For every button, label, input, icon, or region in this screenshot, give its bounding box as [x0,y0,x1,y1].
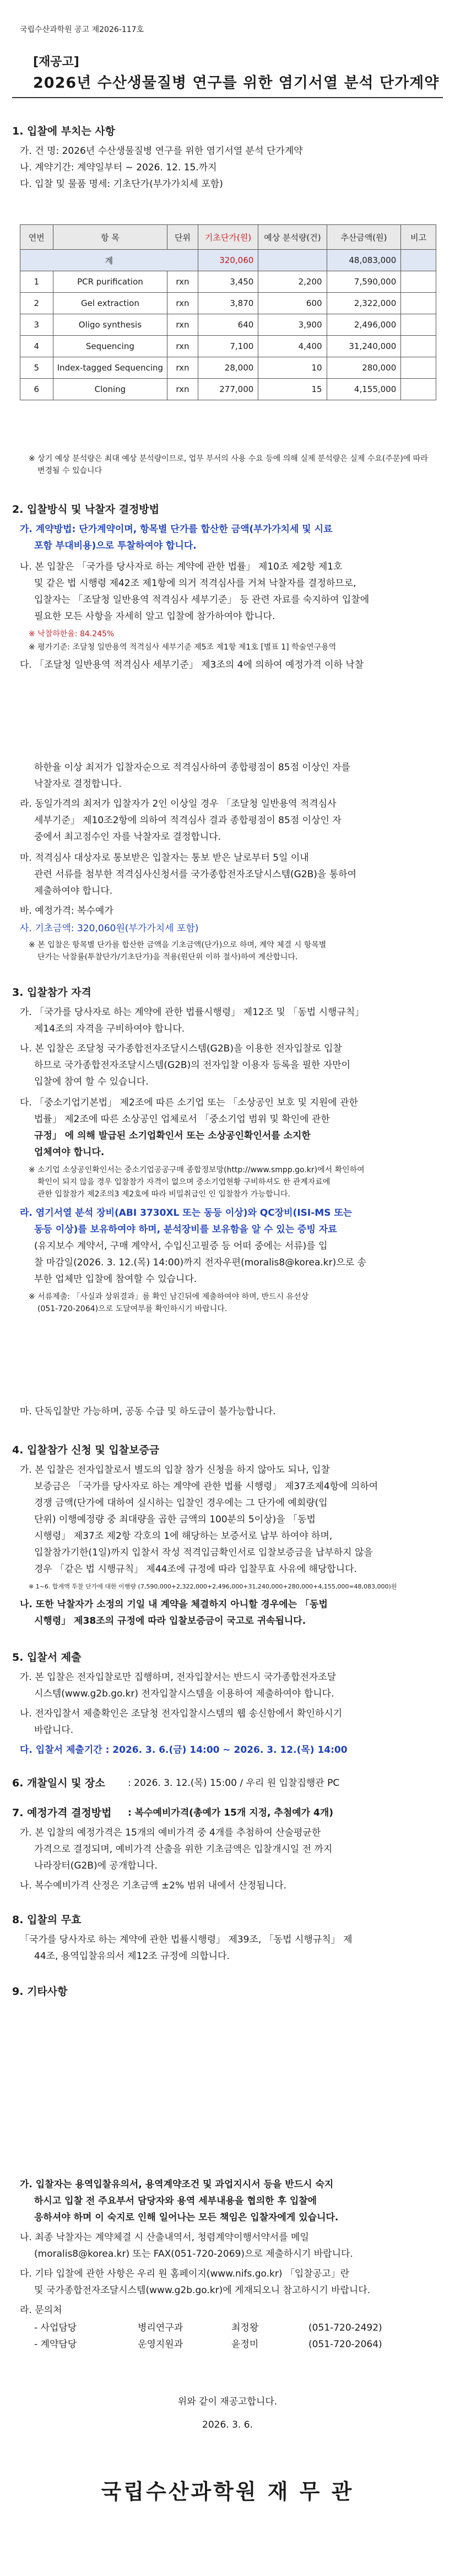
row-quantity: 15 [258,379,327,400]
section-1-line: 나. 계약기간: 계약일부터 ~ 2026. 12. 15.까지 [20,162,217,173]
section-7-text: 나라장터(G2B)에 공개합니다. [34,1860,158,1871]
section-9-text: (moralis8@korea.kr) 또는 FAX(051-720-2069)으로 제출하시기 바랍니다. [34,2248,353,2260]
section-3-note: ※ 서류제출: 「사실과 상위결과」를 확인 남긴뒤에 제출하여야 하며, 반드시 유선상 [29,1292,309,1301]
section-4-text: 가. 본 입찰은 전자입찰로서 별도의 입찰 참가 신청을 하지 않아도 되나, 입찰 [20,1464,330,1475]
row-unit-price: 3,450 [198,271,258,293]
column-header: 항 목 [53,225,167,250]
section-3-text: 동등 이상)를 보유하여야 하며, 분석장비를 보유함을 알 수 있는 증빙 자료 [34,1224,337,1235]
row-note [401,271,436,293]
row-quantity: 4,400 [258,336,327,357]
column-header: 예상 분석량(건) [258,225,327,250]
section-9-text: 및 국가종합전자조달시스템(www.g2b.go.kr)에 게재되오니 참고하시기 바랍니다. [34,2285,371,2296]
column-header: 연번 [20,225,53,250]
section-2-text: 낙찰자로 결정합니다. [34,779,122,790]
opening-date-text: : 2026. 3. 12.(목) 15:00 / 우리 원 입찰집행관 PC [128,1778,340,1789]
row-amount: 4,155,000 [327,379,401,400]
row-unit-price: 7,100 [198,336,258,357]
section-3-text: 규정」 에 의해 발급된 소기업확인서 또는 소상공인확인서를 소지한 [34,1130,311,1141]
row-amount: 280,000 [327,357,401,379]
row-quantity: 10 [258,357,327,379]
row-unit: rxn [167,336,198,357]
contact-dept: 병리연구과 [138,2322,183,2333]
section-4-text: 시행령」 제37조 제2항 각호의 1에 해당하는 보증서로 납부 하여야 하며, [34,1531,333,1542]
section-4-text: 보증금은 「국가를 당사자로 하는 계약에 관한 법률 시행령」 제37조제4항에 의하여 [34,1481,378,1492]
row-amount: 2,322,000 [327,293,401,314]
section-1-heading: 1. 입찰에 부치는 사항 [12,125,116,137]
table-row [20,357,436,379]
section-3-text: 입찰에 참여 할 수 있습니다. [34,1076,149,1087]
table-row [20,336,436,357]
contact-type: - 계약담당 [34,2339,77,2350]
section-2-note: ※ 본 입찰은 항목별 단가를 합산한 금액을 기초금액(단가)으로 하며, 계약 체결 시 항목별 [29,941,327,949]
section-4-note: ※ 1~6. 합계액 투찰 단가에 대한 이행량 (7,590,000+2,322,000+2,496,000+31,240,000+280,000+4,155,000=48,083,000)원 [29,1583,397,1590]
column-header: 비고 [401,225,436,250]
section-9-text: 하시고 입찰 전 주요부서 담당자와 용역 세부내용을 협의한 후 입찰에 [34,2196,317,2207]
row-unit-price: 3,870 [198,293,258,314]
section-3-note: 확인이 되지 않을 경우 입찰참가 자격이 없으며 중소기업현황 구비하셔도 한 관계자료에 [37,1178,331,1187]
section-4-text: 경쟁 금액(단가에 대하여 실시하는 입찰인 경우에는 그 단가에 예회량(입 [34,1498,328,1509]
row-quantity: 3,900 [258,314,327,336]
notice-date: 2026. 3. 6. [202,2419,253,2430]
section-2-text: 제출하여야 합니다. [34,886,113,897]
section-3-text: 하므로 국가종합전자조달시스템(G2B)의 전자입찰 이용자 등록을 필한 자만이 [34,1060,350,1071]
section-3-text: 부한 업체만 입찰에 참여할 수 있습니다. [34,1274,197,1285]
section-9-text: 나. 최종 낙찰자는 계약체결 시 산출내역서, 청렴계약이행서약서를 메일 [20,2232,309,2243]
section-2-text: 필요한 모든 사항을 자세히 알고 입찰에 참가하여야 합니다. [34,611,275,622]
total-unit-price: 320,060 [198,250,258,271]
row-item: PCR purification [53,271,167,293]
section-3-note: 관한 입찰참가 제2조의3 제2호에 따라 비밀취급인 인 입찰참가 가능합니다. [37,1190,290,1199]
row-unit-price: 277,000 [198,379,258,400]
section-2-text: 나. 본 입찰은 「국가를 당사자로 하는 계약에 관한 법률」 제10조 제2항 제1호 [20,561,343,572]
title-divider [12,97,443,98]
section-7-heading: 7. 예정가격 결정방법 [12,1807,112,1819]
section-4-text: 단위) 이행예정량 중 최대량을 곱한 금액의 100분의 5이상)을 「동법 [34,1514,316,1525]
section-2-text: 입찰자는 「조달청 일반용역 적격심사 세부기준」 등 관련 자료를 숙지하여 입찰에 [34,594,370,605]
row-note [401,357,436,379]
section-4-text: 경우 「같은 법 시행규칙」 제44조에 규정에 따라 입찰무효 사유에 해당합니다. [34,1564,357,1575]
contact-name: 최정왕 [231,2322,259,2333]
section-4-heading: 4. 입찰참가 신청 및 입찰보증금 [12,1444,160,1456]
column-header: 추산금액(원) [327,225,401,250]
section-2-text: 및 같은 법 시행령 제42조 제1항에 의거 적격심사를 거쳐 낙찰자를 결정하므로, [34,578,356,589]
row-note [401,293,436,314]
section-7-text: 가. 본 입찰의 예정가격은 15개의 예비가격 중 4개를 추첨하여 산술평균한 [20,1827,321,1838]
reannouncement-tag: [재공고] [33,55,79,69]
section-7-heading-rest: : 복수예비가격(총예가 15개 지정, 추첨예가 4개) [128,1807,334,1818]
section-2-text: 하한율 이상 최저가 입찰자순으로 적격심사하여 종합평점이 85점 이상인 자를 [34,762,350,773]
section-7-text: 가격으로 결정되며, 예비가격 산출을 위한 기초금액은 입찰개시일 전 까지 [34,1844,333,1855]
section-9-heading: 9. 기타사항 [12,1985,68,1998]
section-6-heading: 6. 개찰일시 및 장소 [12,1777,105,1789]
row-quantity: 600 [258,293,327,314]
section-5-text: 바랍니다. [34,1725,74,1736]
section-5-text: 가. 본 입찰은 전자입찰로만 집행하며, 전자입찰서는 반드시 국가종합전자조달 [20,1672,337,1683]
bid-submission-period: 다. 입찰서 제출기간 : 2026. 3. 6.(금) 14:00 ~ 2026. 3. 12.(목) 14:00 [20,1745,348,1756]
section-3-text: 법률」 제2조에 따른 소상공인 업체로서 「중소기업 범위 및 확인에 관한 [34,1114,330,1125]
section-7-text: 나. 복수예비가격 산정은 기초금액 ±2% 범위 내에서 산정됩니다. [20,1880,286,1891]
section-2-text: 세부기준」 제10조2항에 의하여 적격심사 결과 종합평점이 85점 이상인 자 [34,815,342,826]
section-2-note: 단가는 낙찰률(투찰단가/기초단가)을 적용(원단위 이하 절사)하여 계산합니다. [37,953,298,962]
table-header-row [20,225,436,250]
row-item: Index-tagged Sequencing [53,357,167,379]
total-qty [258,250,327,271]
row-number: 4 [20,336,53,357]
section-2-heading: 2. 입찰방식 및 낙찰자 결정방법 [12,503,160,516]
total-label: 계 [20,250,198,271]
row-number: 5 [20,357,53,379]
table-row [20,293,436,314]
section-2-note: ※ 낙찰하한율: 84.245% [29,630,115,638]
table-row [20,379,436,400]
section-2-text: 사. 기초금액: 320,060원(부가가치세 포함) [20,923,199,934]
section-5-text: 나. 전자입찰서 제출확인은 조달청 전자입찰시스템의 웹 송신함에서 확인하시기 [20,1708,343,1719]
section-2-text: 관련 서류를 첨부한 적격심사신청서를 국가종합전자조달시스템(G2B)을 통하여 [34,869,357,880]
contact-phone: (051-720-2492) [308,2322,382,2333]
table-row [20,271,436,293]
section-2-text: 라. 동일가격의 최저가 입찰자가 2인 이상일 경우 「조달청 일반용역 적격심사 [20,798,337,809]
issuer-signature: 국립수산과학원 재 무 관 [101,2480,354,2504]
section-4-text: 나. 또한 낙찰자가 소정의 기일 내 계약을 체결하지 아니할 경우에는 「동법 [20,1599,328,1610]
row-number: 3 [20,314,53,336]
table-row [20,314,436,336]
row-item: Cloning [53,379,167,400]
section-3-text: 나. 본 입찰은 조달청 국가종합전자조달시스템(G2B)을 이용한 전자입찰로 입찰 [20,1043,342,1054]
row-unit: rxn [167,293,198,314]
total-amount: 48,083,000 [327,250,401,271]
section-1-line: 가. 건 명: 2026년 수산생물질병 연구를 위한 염기서열 분석 단가계약 [20,146,303,157]
row-unit-price: 28,000 [198,357,258,379]
row-item: Oligo synthesis [53,314,167,336]
column-header: 기초단가(원) [198,225,258,250]
row-number: 6 [20,379,53,400]
section-1-footnote: 변경될 수 있습니다 [37,466,102,475]
section-3-text: 마. 단독입찰만 가능하며, 공동 수급 및 하도급이 불가능합니다. [20,1406,276,1417]
row-note [401,379,436,400]
row-amount: 2,496,000 [327,314,401,336]
section-3-note: ※ 소기업 소상공인확인서는 중소기업공공구매 종합정보망(http://www.smpp.go.kr)에서 확인하여 [29,1166,365,1174]
section-3-text: 다. 「중소기업기본법」 제2조에 따른 소기업 또는 「소상공인 보호 및 지원에 관한 [20,1097,358,1108]
table-total-row [20,250,436,271]
row-number: 2 [20,293,53,314]
section-3-note: (051-720-2064)으로 도달여부를 확인하시기 바랍니다. [37,1305,228,1313]
row-amount: 31,240,000 [327,336,401,357]
row-quantity: 2,200 [258,271,327,293]
section-3-text: 업체여야 합니다. [34,1147,105,1158]
row-unit: rxn [167,357,198,379]
section-2-text: 마. 적격심사 대상자로 통보받은 입찰자는 통보 받은 날로부터 5일 이내 [20,852,309,863]
page-title: 2026년 수산생물질병 연구를 위한 염기서열 분석 단가계약 [33,74,440,92]
section-8-text: 「국가를 당사자로 하는 계약에 관한 법률시행령」 제39조, 「동법 시행규칙」 제 [20,1934,353,1945]
row-item: Sequencing [53,336,167,357]
total-note [401,250,436,271]
section-2-text: 가. 계약방법: 단가계약이며, 항목별 단가를 합산한 금액(부가가치세 및 시료 [20,524,333,535]
section-3-heading: 3. 입찰참가 자격 [12,986,91,999]
section-2-text: 중에서 최고점수인 자를 낙찰자로 결정합니다. [34,831,221,842]
section-9-text: 다. 기타 입찰에 관한 사항은 우리 원 홈페이지(www.nifs.go.kr) 「입찰공고」란 [20,2268,350,2279]
row-note [401,336,436,357]
section-5-heading: 5. 입찰서 제출 [12,1651,82,1663]
contact-type: - 사업담당 [34,2322,77,2333]
contact-name: 윤정미 [231,2339,259,2350]
row-unit: rxn [167,379,198,400]
section-3-text: 가. 「국가를 당사자로 하는 계약에 관한 법률시행령」 제12조 및 「동법 시행규칙」 [20,1007,365,1018]
section-2-text: 포함 부대비용)으로 투찰하여야 합니다. [34,540,197,551]
section-8-heading: 8. 입찰의 무효 [12,1914,82,1926]
row-number: 1 [20,271,53,293]
item-table [20,224,436,400]
section-8-text: 44조, 용역입찰유의서 제12조 규정에 의합니다. [34,1951,230,1962]
row-item: Gel extraction [53,293,167,314]
section-2-text: 다. 「조달청 일반용역 적격심사 세부기준」 제3조의 4에 의하여 예정가격 이하 낙찰 [20,659,364,670]
column-header: 단위 [167,225,198,250]
section-4-text: 시행령」 제38조의 규정에 따라 입찰보증금이 국고로 귀속됩니다. [34,1616,306,1627]
row-note [401,314,436,336]
contact-phone: (051-720-2064) [308,2339,382,2350]
section-4-text: 입찰참가기한(1일)까지 입찰서 작성 적격입금확인서로 입찰보증금을 납부하지 않을 [34,1547,373,1558]
row-amount: 7,590,000 [327,271,401,293]
section-2-text: 바. 예정가격: 복수예가 [20,905,113,916]
section-3-text: 찰 마감일(2026. 3. 12.(목) 14:00)까지 전자우편(moralis8@korea.kr)으로 송 [34,1257,366,1268]
contact-dept: 운영지원과 [138,2339,183,2350]
section-9-text: 가. 입찰자는 용역입찰유의서, 용역계약조건 및 과업지시서 등을 반드시 숙지 [20,2179,334,2190]
section-2-note: ※ 평가기준: 조달청 일반용역 적격심사 세부기준 제5조 제1항 제1호 [별표 1] 학술연구용역 [29,643,337,652]
row-unit-price: 640 [198,314,258,336]
section-9-text: 응하셔야 하며 이 숙지로 인해 일어나는 모든 책임은 입찰자에게 있습니다. [34,2212,339,2223]
section-3-text: 제14조의 자격을 구비하여야 합니다. [34,1023,185,1034]
section-1-footnote: ※ 상기 예상 분석량은 최대 예상 분석량이므로, 업무 부서의 사용 수요 등에 의해 실제 분석량은 실제 수요(주문)에 따라 [29,454,428,463]
notice-number: 국립수산과학원 공고 제2026-117호 [20,25,144,34]
row-unit: rxn [167,271,198,293]
section-1-line: 다. 입찰 및 물품 명세: 기초단가(부가가치세 포함) [20,179,223,190]
row-unit: rxn [167,314,198,336]
section-9-text: 라. 문의처 [20,2305,62,2316]
section-3-text: (유지보수 계약서, 구매 계약서, 수입신고필증 등 어떠 중에는 서류)를 입 [34,1241,328,1252]
section-3-text: 라. 염기서열 분석 장비(ABI 3730XL 또는 동등 이상)와 QC장비(ISI-MS 또는 [20,1208,353,1219]
section-5-text: 시스템(www.g2b.go.kr) 전자입찰시스템을 이용하여 제출하여야 합니다. [34,1688,334,1699]
closing-statement: 위와 같이 재공고합니다. [177,2396,278,2407]
